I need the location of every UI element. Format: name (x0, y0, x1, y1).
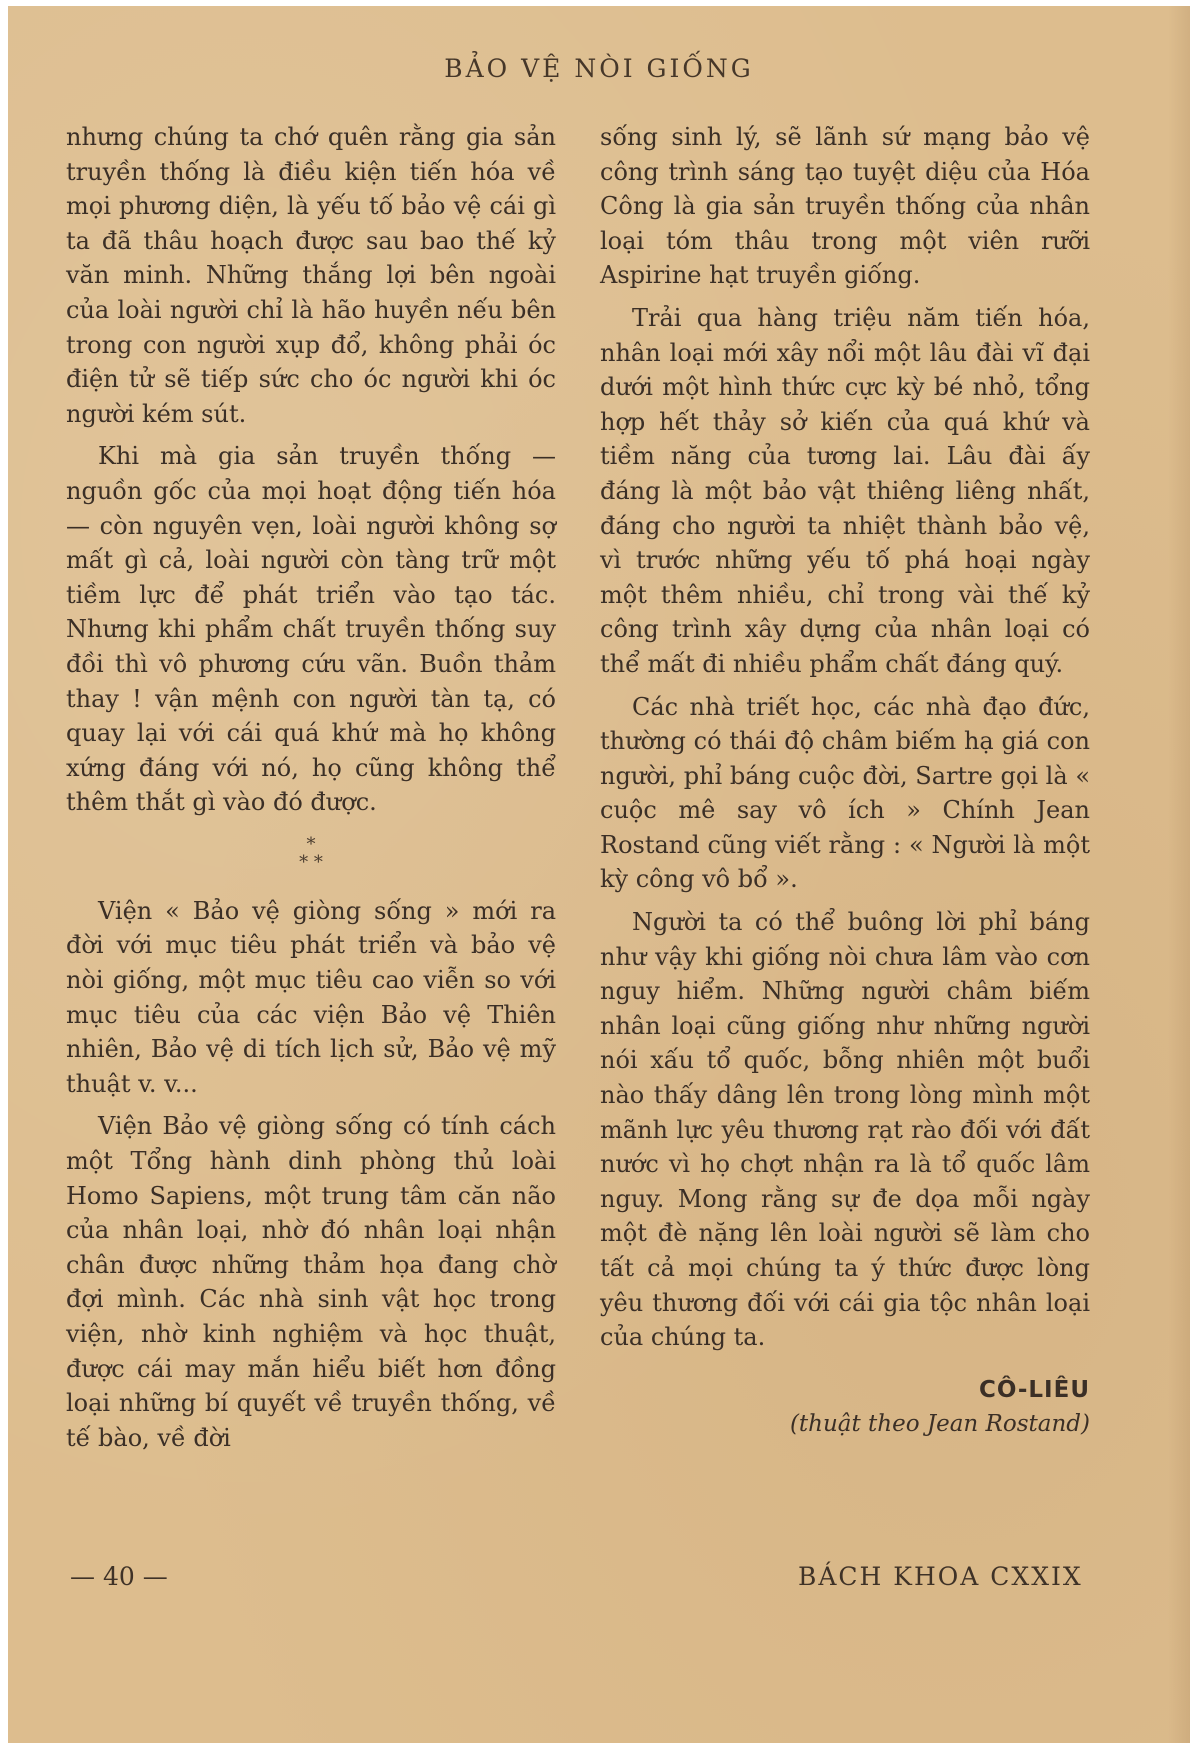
left-column (66, 120, 556, 1463)
right-column (600, 120, 1090, 1442)
section-asterism (66, 833, 556, 873)
article-credit: (thuật theo Jean Rostand) (789, 1411, 1090, 1438)
running-title: BẢO VỆ NÒI GIỐNG (444, 54, 754, 83)
left-paragraph-1: nhưng chúng ta chớ quên rằng gia sản truyền thống là điều kiện tiến hóa về mọi phương diện, là yếu tố bảo vệ cái gì ta đã thâu hoạch được sau bao thế kỷ văn minh. Những thắng lợi bên ngoài của loài người chỉ là hão huyền nếu bên trong con người xụp đổ, không phải óc điện tử sẽ tiếp sức cho óc người khi óc người kém sút. (66, 123, 556, 428)
asterism-text: * * * (299, 833, 323, 873)
page-number: — 40 — (70, 1562, 168, 1591)
page-edge-shadow (1168, 6, 1190, 1743)
right-paragraph-2: Trải qua hàng triệu năm tiến hóa, nhân loại mới xây nổi một lâu đài vĩ đại dưới một hình thức cực kỳ bé nhỏ, tổng hợp hết thảy sở kiến của quá khứ và tiềm năng của tương lai. Lâu đài ấy đáng là một bảo vật thiêng liêng nhất, đáng cho người ta nhiệt thành bảo vệ, vì trước những yếu tố phá hoại ngày một thêm nhiều, chỉ trong vài thế kỷ công trình xây dựng của nhân loại có thể mất đi nhiều phẩm chất đáng quý. (600, 303, 1090, 678)
publication-name: BÁCH KHOA CXXIX (798, 1562, 1083, 1591)
left-paragraph-4: Viện Bảo vệ giòng sống có tính cách một Tổng hành dinh phòng thủ loài Homo Sapiens, một trung tâm căn não của nhân loại, nhờ đó nhân loại nhận chân được những thảm họa đang chờ đợi mình. Các nhà sinh vật học trong viện, nhờ kinh nghiệm và học thuật, được cái may mắn hiểu biết hơn đồng loại những bí quyết về truyền thống, về tế bào, về đời (66, 1112, 556, 1452)
right-paragraph-4: Người ta có thể buông lời phỉ báng như vậy khi giống nòi chưa lâm vào cơn nguy hiểm. Những người châm biếm nhân loại cũng giống như những người nói xấu tổ quốc, bỗng nhiên một buổi nào thấy dâng lên trong lòng mình một mãnh lực yêu thương rạt rào đối với đất nước vì họ chợt nhận ra là tổ quốc lâm nguy. Mong rằng sự đe dọa mỗi ngày một đè nặng lên loài người sẽ làm cho tất cả mọi chúng ta ý thức được lòng yêu thương đối với cái gia tộc nhân loại của chúng ta. (600, 908, 1090, 1352)
right-paragraph-3: Các nhà triết học, các nhà đạo đức, thường có thái độ châm biếm hạ giá con người, phỉ báng cuộc đời, Sartre gọi là « cuộc mê say vô ích » Chính Jean Rostand cũng viết rằng : « Người là một kỳ công vô bổ ». (600, 692, 1090, 894)
left-paragraph-3: Viện « Bảo vệ giòng sống » mới ra đời với mục tiêu phát triển và bảo vệ nòi giống, một mục tiêu cao viễn so với mục tiêu của các viện Bảo vệ Thiên nhiên, Bảo vệ di tích lịch sử, Bảo vệ mỹ thuật v. v... (66, 896, 556, 1098)
right-paragraph-1: sống sinh lý, sẽ lãnh sứ mạng bảo vệ công trình sáng tạo tuyệt diệu của Hóa Công là gia sản truyền thống của nhân loại tóm thâu trong một viên rưỡi Aspirine hạt truyền giống. (600, 123, 1090, 290)
left-paragraph-2: Khi mà gia sản truyền thống — nguồn gốc của mọi hoạt động tiến hóa — còn nguyên vẹn, loài người không sợ mất gì cả, loài người còn tàng trữ một tiềm lực để phát triển vào tạo tác. Nhưng khi phẩm chất truyền thống suy đồi thì vô phương cứu vãn. Buồn thảm thay ! vận mệnh con người tàn tạ, có quay lại với cái quá khứ mà họ không xứng đáng với nó, họ cũng không thể thêm thắt gì vào đó được. (66, 442, 556, 817)
magazine-page (8, 6, 1190, 1743)
article-author: CÔ-LIÊU (978, 1376, 1090, 1403)
